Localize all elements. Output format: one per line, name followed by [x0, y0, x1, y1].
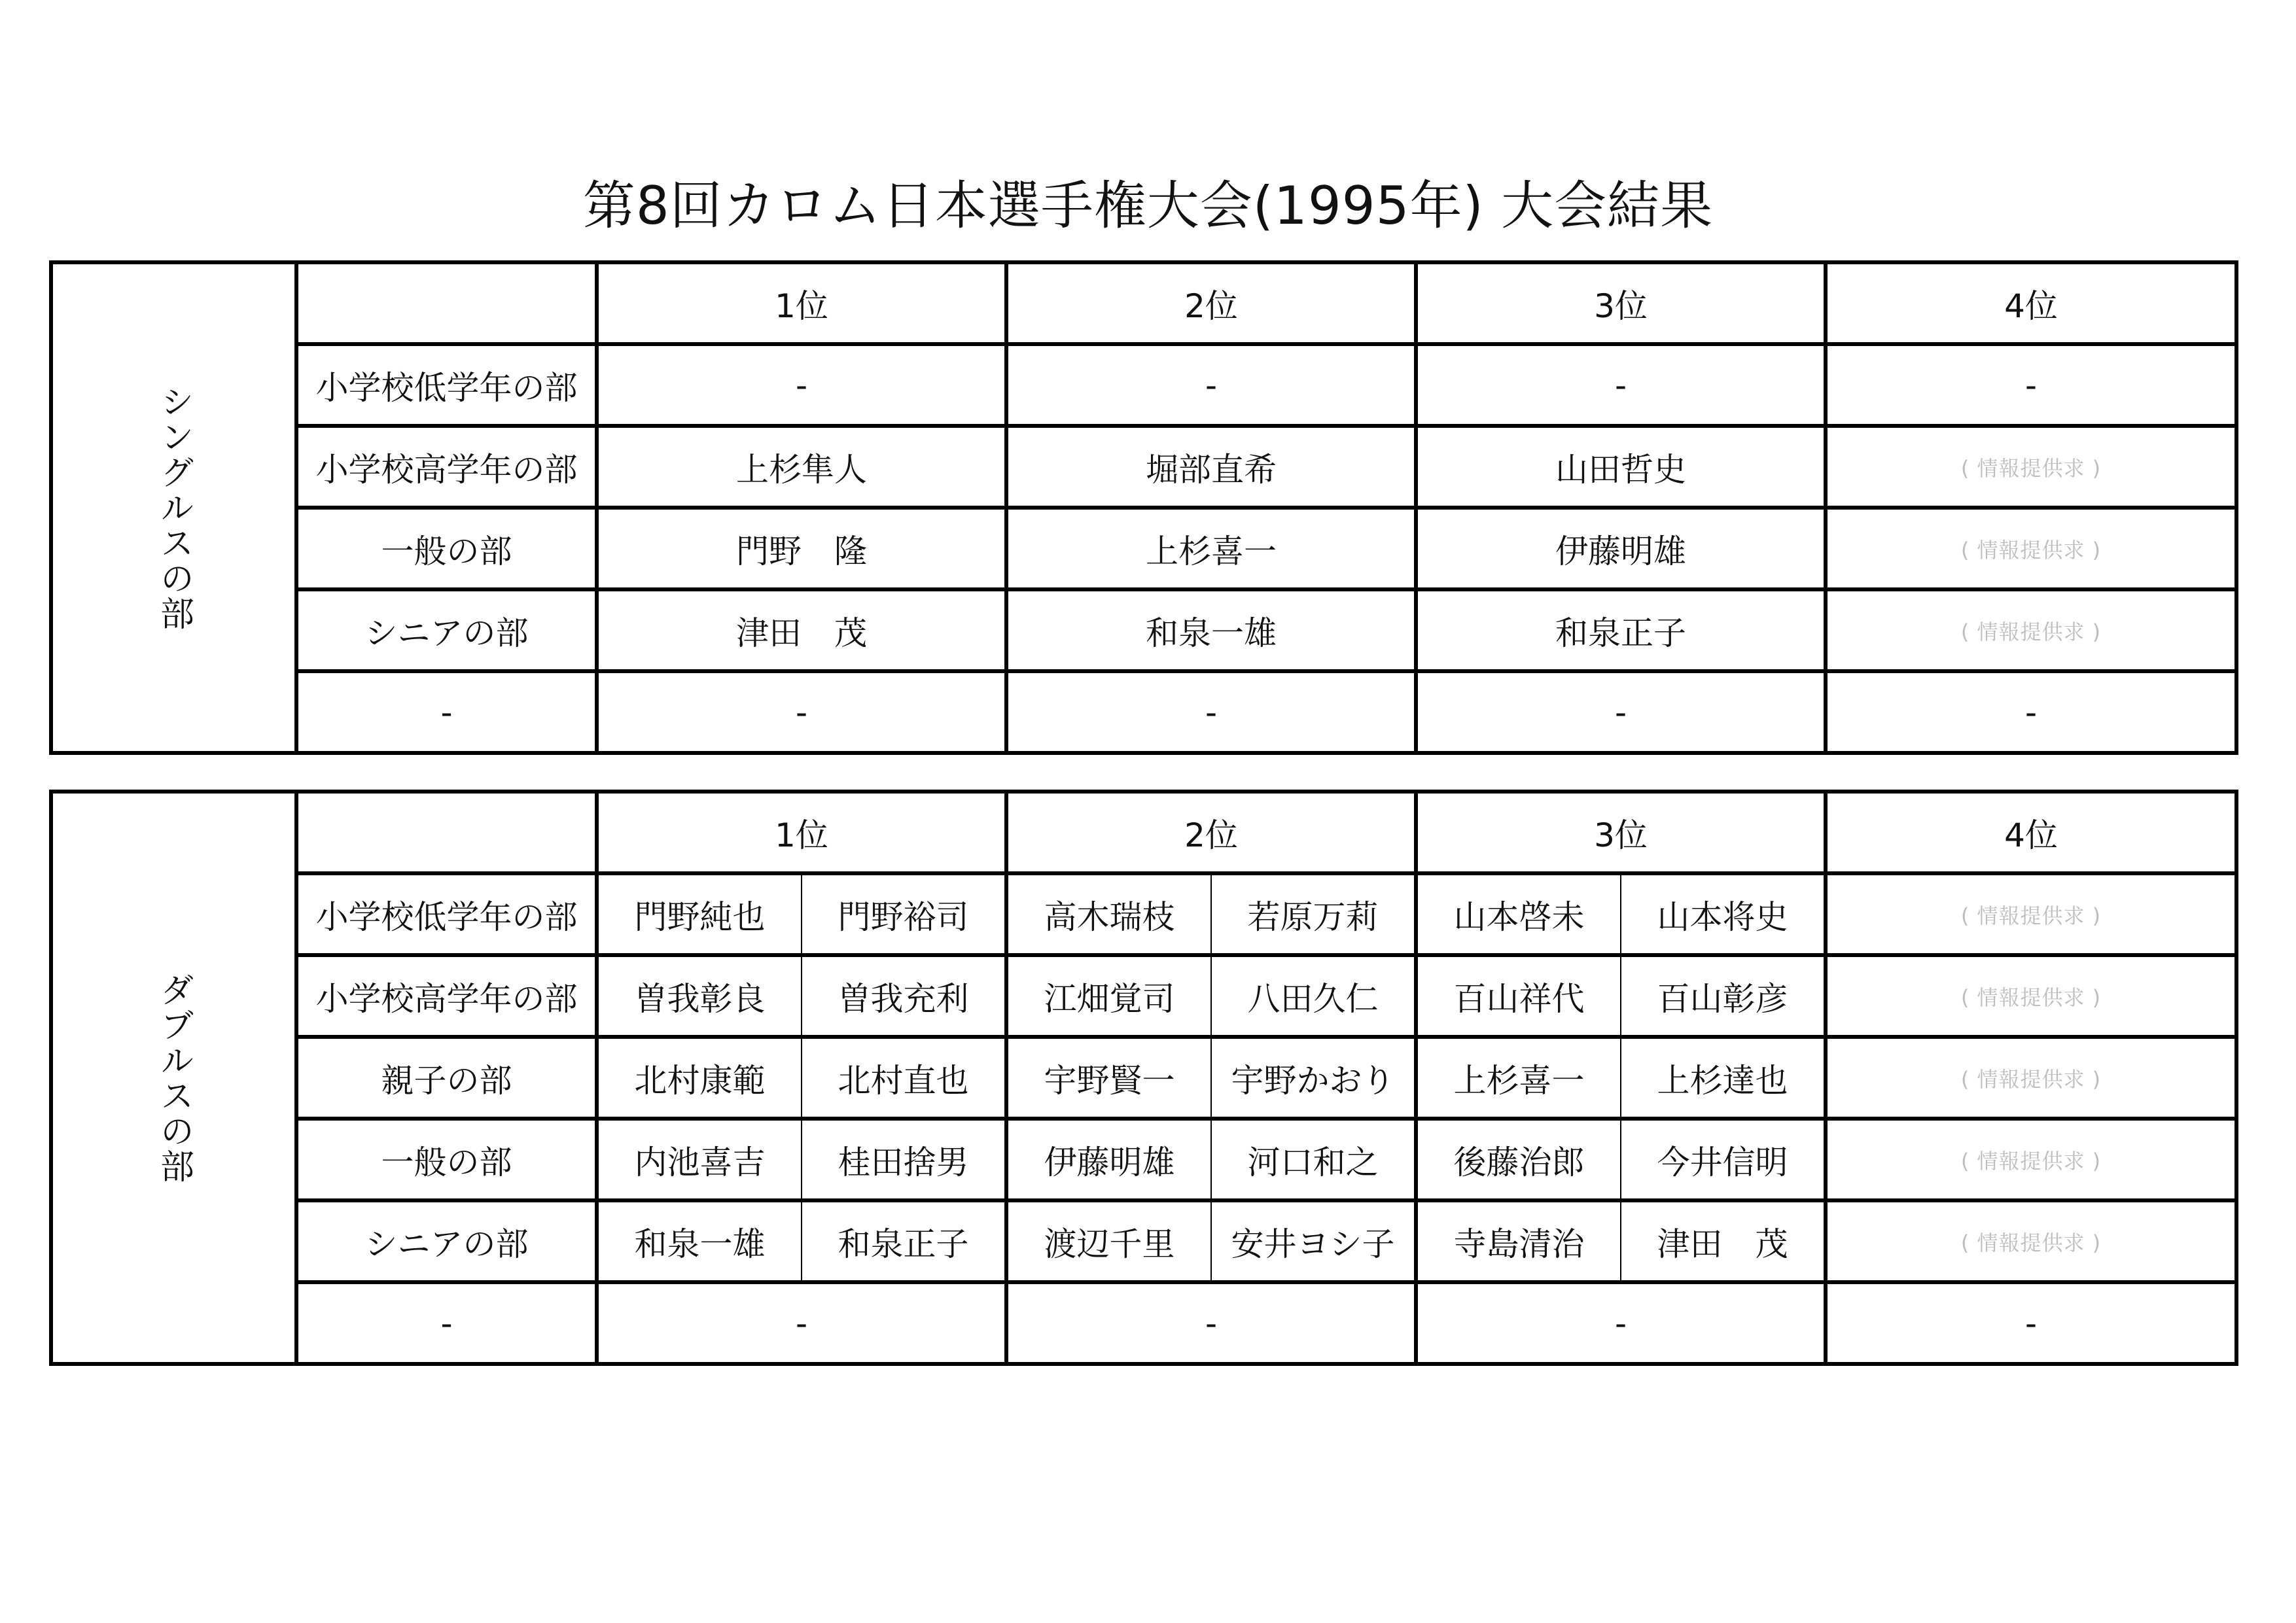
category-cell: 小学校低学年の部: [296, 344, 597, 426]
player-cell: 後藤治郎: [1416, 1119, 1621, 1200]
header-blank-cell: [296, 792, 597, 873]
player-cell: 和泉正子: [802, 1200, 1006, 1282]
category-cell: シニアの部: [296, 589, 597, 671]
category-cell: 一般の部: [296, 508, 597, 589]
singles-header-row: [51, 262, 2236, 344]
table-row: [51, 1200, 2236, 1282]
player-cell: 渡辺千里: [1006, 1200, 1211, 1282]
table-row: [51, 955, 2236, 1037]
table-row: [51, 426, 2236, 508]
category-cell: -: [296, 671, 597, 753]
result-cell: -: [1826, 1282, 2236, 1364]
info-request-cell: ( 情報提供求 ): [1826, 1119, 2236, 1200]
singles-results-table: [49, 260, 2238, 755]
result-cell: 上杉喜一: [1006, 508, 1416, 589]
player-cell: 江畑覚司: [1006, 955, 1211, 1037]
header-place-2: 2位: [1006, 262, 1416, 344]
player-cell: 伊藤明雄: [1006, 1119, 1211, 1200]
table-row: [51, 1037, 2236, 1119]
singles-section-label: シングルスの部: [51, 262, 296, 753]
doubles-header-row: [51, 792, 2236, 873]
player-cell: 内池喜吉: [597, 1119, 802, 1200]
result-cell: -: [597, 1282, 1006, 1364]
info-request-cell: ( 情報提供求 ): [1826, 508, 2236, 589]
player-cell: 山本将史: [1621, 873, 1826, 955]
player-cell: 門野裕司: [802, 873, 1006, 955]
result-cell: 上杉隼人: [597, 426, 1006, 508]
player-cell: 寺島清治: [1416, 1200, 1621, 1282]
result-cell: 津田 茂: [597, 589, 1006, 671]
header-place-1: 1位: [597, 792, 1006, 873]
category-cell: 一般の部: [296, 1119, 597, 1200]
player-cell: 八田久仁: [1211, 955, 1416, 1037]
result-cell: 和泉一雄: [1006, 589, 1416, 671]
header-place-2: 2位: [1006, 792, 1416, 873]
result-cell: 和泉正子: [1416, 589, 1826, 671]
player-cell: 北村直也: [802, 1037, 1006, 1119]
category-cell: -: [296, 1282, 597, 1364]
category-cell: 小学校高学年の部: [296, 955, 597, 1037]
category-cell: シニアの部: [296, 1200, 597, 1282]
table-row: [51, 671, 2236, 753]
result-cell: 伊藤明雄: [1416, 508, 1826, 589]
info-request-cell: ( 情報提供求 ): [1826, 1200, 2236, 1282]
player-cell: 安井ヨシ子: [1211, 1200, 1416, 1282]
player-cell: 曽我彰良: [597, 955, 802, 1037]
player-cell: 上杉達也: [1621, 1037, 1826, 1119]
result-cell: -: [1416, 344, 1826, 426]
info-request-cell: ( 情報提供求 ): [1826, 873, 2236, 955]
result-cell: -: [1826, 344, 2236, 426]
player-cell: 桂田捨男: [802, 1119, 1006, 1200]
result-cell: -: [1826, 671, 2236, 753]
table-row: [51, 1282, 2236, 1364]
table-row: [51, 1119, 2236, 1200]
page-title: 第8回カロム日本選手権大会(1995年) 大会結果: [582, 175, 1714, 236]
player-cell: 宇野かおり: [1211, 1037, 1416, 1119]
table-row: [51, 344, 2236, 426]
result-cell: 山田哲史: [1416, 426, 1826, 508]
result-cell: -: [597, 344, 1006, 426]
player-cell: 曽我充利: [802, 955, 1006, 1037]
header-place-3: 3位: [1416, 792, 1826, 873]
player-cell: 上杉喜一: [1416, 1037, 1621, 1119]
info-request-cell: ( 情報提供求 ): [1826, 1037, 2236, 1119]
header-place-4: 4位: [1826, 262, 2236, 344]
info-request-cell: ( 情報提供求 ): [1826, 589, 2236, 671]
info-request-cell: ( 情報提供求 ): [1826, 426, 2236, 508]
category-cell: 小学校低学年の部: [296, 873, 597, 955]
result-cell: -: [597, 671, 1006, 753]
header-place-1: 1位: [597, 262, 1006, 344]
info-request-cell: ( 情報提供求 ): [1826, 955, 2236, 1037]
result-cell: -: [1006, 671, 1416, 753]
player-cell: 河口和之: [1211, 1119, 1416, 1200]
result-cell: -: [1006, 1282, 1416, 1364]
table-row: [51, 589, 2236, 671]
player-cell: 北村康範: [597, 1037, 802, 1119]
table-row: [51, 873, 2236, 955]
header-place-3: 3位: [1416, 262, 1826, 344]
player-cell: 若原万莉: [1211, 873, 1416, 955]
player-cell: 山本啓未: [1416, 873, 1621, 955]
player-cell: 門野純也: [597, 873, 802, 955]
result-cell: -: [1416, 671, 1826, 753]
header-blank-cell: [296, 262, 597, 344]
player-cell: 和泉一雄: [597, 1200, 802, 1282]
header-place-4: 4位: [1826, 792, 2236, 873]
player-cell: 百山彰彦: [1621, 955, 1826, 1037]
player-cell: 津田 茂: [1621, 1200, 1826, 1282]
player-cell: 百山祥代: [1416, 955, 1621, 1037]
result-cell: 堀部直希: [1006, 426, 1416, 508]
result-cell: -: [1006, 344, 1416, 426]
player-cell: 宇野賢一: [1006, 1037, 1211, 1119]
category-cell: 小学校高学年の部: [296, 426, 597, 508]
doubles-results-table: [49, 790, 2238, 1366]
table-row: [51, 508, 2236, 589]
player-cell: 今井信明: [1621, 1119, 1826, 1200]
result-cell: 門野 隆: [597, 508, 1006, 589]
doubles-section-label: ダブルスの部: [51, 792, 296, 1364]
category-cell: 親子の部: [296, 1037, 597, 1119]
player-cell: 高木瑞枝: [1006, 873, 1211, 955]
result-cell: -: [1416, 1282, 1826, 1364]
